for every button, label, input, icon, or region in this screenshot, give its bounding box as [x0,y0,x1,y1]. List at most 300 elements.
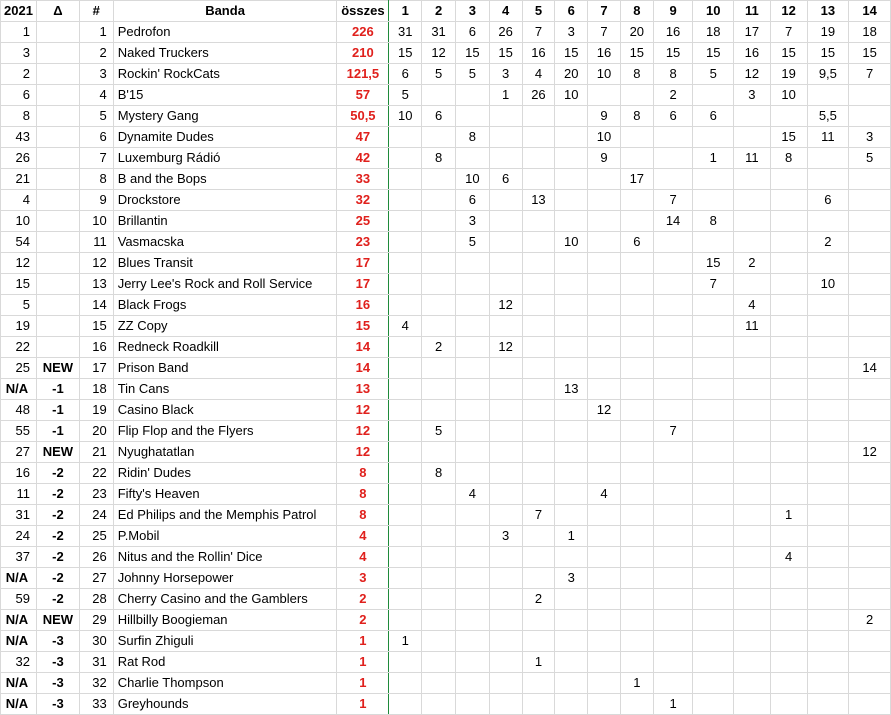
cell-round-score[interactable]: 10 [588,64,621,85]
cell-round-score[interactable] [807,421,849,442]
cell-band-name[interactable]: Brillantin [113,211,337,232]
cell-rank[interactable]: 12 [79,253,113,274]
cell-delta[interactable] [36,85,79,106]
cell-round-score[interactable] [770,694,807,715]
cell-round-score[interactable]: 7 [770,22,807,43]
cell-round-score[interactable] [620,526,653,547]
cell-round-score[interactable] [849,505,891,526]
cell-round-score[interactable]: 31 [389,22,422,43]
cell-round-score[interactable] [653,337,693,358]
cell-round-score[interactable] [422,85,456,106]
cell-round-score[interactable] [653,253,693,274]
cell-round-score[interactable]: 9,5 [807,64,849,85]
cell-2021[interactable]: 37 [1,547,37,568]
cell-round-score[interactable] [389,274,422,295]
cell-round-score[interactable]: 6 [422,106,456,127]
cell-round-score[interactable] [522,337,555,358]
cell-round-score[interactable]: 15 [807,43,849,64]
cell-delta[interactable] [36,106,79,127]
cell-band-name[interactable]: Redneck Roadkill [113,337,337,358]
cell-round-score[interactable] [522,379,555,400]
cell-round-score[interactable]: 13 [522,190,555,211]
cell-round-score[interactable] [422,211,456,232]
cell-2021[interactable]: 5 [1,295,37,316]
cell-round-score[interactable] [522,169,555,190]
cell-band-name[interactable]: Tin Cans [113,379,337,400]
cell-round-score[interactable] [455,694,489,715]
cell-round-score[interactable] [620,211,653,232]
cell-round-score[interactable] [555,295,588,316]
cell-round-score[interactable] [588,379,621,400]
cell-rank[interactable]: 10 [79,211,113,232]
cell-round-score[interactable] [588,358,621,379]
cell-round-score[interactable] [620,400,653,421]
cell-round-score[interactable] [522,358,555,379]
cell-round-score[interactable]: 10 [455,169,489,190]
cell-round-score[interactable] [522,148,555,169]
cell-round-score[interactable] [770,211,807,232]
cell-delta[interactable]: -1 [36,400,79,421]
cell-rank[interactable]: 33 [79,694,113,715]
cell-total[interactable]: 16 [337,295,389,316]
cell-2021[interactable]: 11 [1,484,37,505]
cell-round-score[interactable] [770,232,807,253]
cell-round-score[interactable] [422,358,456,379]
cell-round-score[interactable]: 15 [653,43,693,64]
cell-round-score[interactable] [620,379,653,400]
cell-round-score[interactable] [422,526,456,547]
cell-total[interactable]: 226 [337,22,389,43]
cell-2021[interactable]: N/A [1,694,37,715]
cell-round-score[interactable]: 7 [522,22,555,43]
cell-total[interactable]: 25 [337,211,389,232]
cell-round-score[interactable] [770,589,807,610]
cell-total[interactable]: 210 [337,43,389,64]
cell-total[interactable]: 14 [337,358,389,379]
cell-round-score[interactable]: 7 [522,505,555,526]
cell-total[interactable]: 1 [337,652,389,673]
cell-round-score[interactable] [588,463,621,484]
cell-round-score[interactable]: 3 [489,526,522,547]
cell-round-score[interactable] [849,232,891,253]
cell-round-score[interactable] [588,295,621,316]
cell-round-score[interactable]: 8 [620,64,653,85]
cell-round-score[interactable]: 17 [620,169,653,190]
cell-round-score[interactable] [653,610,693,631]
cell-round-score[interactable] [422,610,456,631]
cell-total[interactable]: 12 [337,400,389,421]
col-header-round[interactable]: 2 [422,1,456,22]
cell-round-score[interactable] [693,421,734,442]
cell-round-score[interactable]: 5,5 [807,106,849,127]
cell-round-score[interactable] [455,148,489,169]
cell-2021[interactable]: 55 [1,421,37,442]
cell-round-score[interactable] [455,274,489,295]
cell-round-score[interactable] [555,631,588,652]
cell-2021[interactable]: 59 [1,589,37,610]
cell-round-score[interactable] [807,379,849,400]
col-header-round[interactable]: 6 [555,1,588,22]
cell-round-score[interactable] [455,505,489,526]
cell-round-score[interactable] [588,610,621,631]
cell-round-score[interactable]: 1 [389,631,422,652]
cell-2021[interactable]: 4 [1,190,37,211]
cell-round-score[interactable] [555,148,588,169]
cell-round-score[interactable] [807,568,849,589]
cell-round-score[interactable] [620,442,653,463]
cell-rank[interactable]: 11 [79,232,113,253]
cell-round-score[interactable] [734,211,771,232]
cell-round-score[interactable] [389,211,422,232]
cell-band-name[interactable]: Rat Rod [113,652,337,673]
cell-round-score[interactable]: 8 [693,211,734,232]
cell-round-score[interactable] [489,442,522,463]
cell-round-score[interactable] [807,85,849,106]
cell-round-score[interactable] [489,379,522,400]
cell-round-score[interactable] [522,484,555,505]
cell-round-score[interactable] [455,610,489,631]
cell-round-score[interactable] [455,673,489,694]
cell-total[interactable]: 2 [337,610,389,631]
cell-round-score[interactable] [734,379,771,400]
cell-round-score[interactable] [522,253,555,274]
cell-round-score[interactable] [693,694,734,715]
col-header-round[interactable]: 8 [620,1,653,22]
cell-round-score[interactable] [455,358,489,379]
cell-round-score[interactable] [489,421,522,442]
cell-total[interactable]: 2 [337,589,389,610]
cell-delta[interactable]: -3 [36,652,79,673]
cell-total[interactable]: 32 [337,190,389,211]
cell-round-score[interactable] [389,589,422,610]
cell-round-score[interactable]: 6 [653,106,693,127]
cell-rank[interactable]: 17 [79,358,113,379]
cell-round-score[interactable] [849,253,891,274]
cell-round-score[interactable] [807,337,849,358]
cell-round-score[interactable] [588,673,621,694]
cell-round-score[interactable] [489,484,522,505]
cell-2021[interactable]: N/A [1,379,37,400]
cell-rank[interactable]: 29 [79,610,113,631]
cell-round-score[interactable] [422,253,456,274]
cell-round-score[interactable] [389,253,422,274]
cell-band-name[interactable]: Nitus and the Rollin' Dice [113,547,337,568]
cell-round-score[interactable] [849,274,891,295]
cell-delta[interactable]: -3 [36,694,79,715]
cell-round-score[interactable]: 14 [653,211,693,232]
cell-2021[interactable]: N/A [1,610,37,631]
cell-round-score[interactable] [588,589,621,610]
cell-round-score[interactable] [489,610,522,631]
cell-round-score[interactable] [770,526,807,547]
cell-total[interactable]: 47 [337,127,389,148]
cell-round-score[interactable] [588,652,621,673]
cell-round-score[interactable] [653,526,693,547]
cell-round-score[interactable] [693,652,734,673]
cell-2021[interactable]: 15 [1,274,37,295]
cell-round-score[interactable] [489,463,522,484]
cell-round-score[interactable] [555,547,588,568]
cell-round-score[interactable] [422,169,456,190]
cell-round-score[interactable]: 1 [693,148,734,169]
cell-rank[interactable]: 31 [79,652,113,673]
cell-round-score[interactable] [588,568,621,589]
cell-round-score[interactable] [522,295,555,316]
cell-round-score[interactable] [422,505,456,526]
cell-round-score[interactable]: 6 [455,190,489,211]
cell-2021[interactable]: 10 [1,211,37,232]
cell-2021[interactable]: N/A [1,568,37,589]
cell-band-name[interactable]: B'15 [113,85,337,106]
cell-2021[interactable]: 1 [1,22,37,43]
cell-round-score[interactable] [693,631,734,652]
cell-band-name[interactable]: Charlie Thompson [113,673,337,694]
cell-round-score[interactable] [620,295,653,316]
cell-rank[interactable]: 6 [79,127,113,148]
cell-delta[interactable]: -2 [36,568,79,589]
cell-round-score[interactable] [422,547,456,568]
cell-round-score[interactable]: 19 [807,22,849,43]
cell-band-name[interactable]: Luxemburg Rádió [113,148,337,169]
cell-round-score[interactable] [389,547,422,568]
cell-round-score[interactable]: 5 [455,232,489,253]
cell-round-score[interactable] [849,211,891,232]
cell-delta[interactable] [36,43,79,64]
cell-round-score[interactable] [807,295,849,316]
cell-round-score[interactable] [807,484,849,505]
cell-round-score[interactable] [734,421,771,442]
cell-round-score[interactable] [770,463,807,484]
cell-round-score[interactable] [653,484,693,505]
cell-round-score[interactable]: 26 [522,85,555,106]
cell-round-score[interactable] [455,85,489,106]
cell-round-score[interactable] [807,610,849,631]
cell-round-score[interactable] [849,484,891,505]
cell-round-score[interactable] [489,694,522,715]
cell-rank[interactable]: 3 [79,64,113,85]
cell-rank[interactable]: 1 [79,22,113,43]
cell-round-score[interactable] [489,127,522,148]
cell-round-score[interactable] [807,673,849,694]
cell-total[interactable]: 1 [337,631,389,652]
cell-round-score[interactable]: 5 [849,148,891,169]
cell-round-score[interactable] [620,505,653,526]
cell-round-score[interactable]: 2 [422,337,456,358]
cell-round-score[interactable]: 5 [455,64,489,85]
cell-round-score[interactable] [620,694,653,715]
cell-round-score[interactable]: 7 [653,190,693,211]
cell-round-score[interactable] [422,127,456,148]
cell-2021[interactable]: 22 [1,337,37,358]
cell-round-score[interactable] [770,442,807,463]
cell-round-score[interactable] [849,694,891,715]
cell-band-name[interactable]: Fifty's Heaven [113,484,337,505]
cell-round-score[interactable]: 12 [849,442,891,463]
cell-round-score[interactable] [734,631,771,652]
cell-round-score[interactable]: 6 [693,106,734,127]
cell-band-name[interactable]: Cherry Casino and the Gamblers [113,589,337,610]
cell-round-score[interactable] [620,652,653,673]
cell-round-score[interactable] [489,652,522,673]
cell-round-score[interactable] [489,190,522,211]
cell-round-score[interactable]: 16 [734,43,771,64]
cell-round-score[interactable] [588,169,621,190]
cell-round-score[interactable] [588,505,621,526]
cell-round-score[interactable] [620,127,653,148]
cell-round-score[interactable] [693,169,734,190]
cell-round-score[interactable]: 1 [555,526,588,547]
cell-round-score[interactable] [522,421,555,442]
cell-round-score[interactable] [422,274,456,295]
cell-round-score[interactable] [734,652,771,673]
cell-round-score[interactable]: 7 [653,421,693,442]
cell-rank[interactable]: 23 [79,484,113,505]
cell-round-score[interactable] [770,400,807,421]
cell-round-score[interactable] [807,442,849,463]
cell-total[interactable]: 4 [337,547,389,568]
cell-round-score[interactable] [807,631,849,652]
cell-round-score[interactable] [620,568,653,589]
cell-round-score[interactable] [620,337,653,358]
col-header-round[interactable]: 14 [849,1,891,22]
cell-round-score[interactable] [770,169,807,190]
cell-round-score[interactable] [653,652,693,673]
cell-round-score[interactable] [389,526,422,547]
cell-round-score[interactable] [389,190,422,211]
col-header-total[interactable]: összes [337,1,389,22]
cell-round-score[interactable] [555,274,588,295]
cell-round-score[interactable] [389,379,422,400]
cell-round-score[interactable] [455,589,489,610]
cell-round-score[interactable]: 7 [693,274,734,295]
cell-rank[interactable]: 15 [79,316,113,337]
cell-2021[interactable]: N/A [1,673,37,694]
cell-round-score[interactable] [734,463,771,484]
cell-round-score[interactable] [389,421,422,442]
cell-round-score[interactable] [588,253,621,274]
cell-band-name[interactable]: Nyughatatlan [113,442,337,463]
cell-round-score[interactable]: 16 [588,43,621,64]
cell-round-score[interactable] [555,589,588,610]
cell-round-score[interactable] [620,631,653,652]
cell-band-name[interactable]: Mystery Gang [113,106,337,127]
cell-round-score[interactable] [588,547,621,568]
cell-round-score[interactable] [849,106,891,127]
cell-rank[interactable]: 18 [79,379,113,400]
cell-rank[interactable]: 19 [79,400,113,421]
cell-round-score[interactable]: 15 [770,127,807,148]
cell-round-score[interactable] [588,274,621,295]
cell-band-name[interactable]: Drockstore [113,190,337,211]
cell-round-score[interactable] [653,442,693,463]
cell-round-score[interactable] [620,610,653,631]
cell-round-score[interactable] [555,400,588,421]
cell-rank[interactable]: 7 [79,148,113,169]
cell-round-score[interactable] [422,190,456,211]
cell-round-score[interactable] [489,316,522,337]
cell-band-name[interactable]: Greyhounds [113,694,337,715]
cell-round-score[interactable] [770,274,807,295]
cell-round-score[interactable] [653,547,693,568]
cell-round-score[interactable]: 15 [489,43,522,64]
cell-round-score[interactable] [620,421,653,442]
cell-round-score[interactable] [653,127,693,148]
cell-round-score[interactable] [588,337,621,358]
cell-round-score[interactable] [693,547,734,568]
cell-rank[interactable]: 13 [79,274,113,295]
cell-round-score[interactable] [522,694,555,715]
cell-total[interactable]: 8 [337,505,389,526]
cell-round-score[interactable] [489,232,522,253]
cell-rank[interactable]: 32 [79,673,113,694]
cell-rank[interactable]: 28 [79,589,113,610]
cell-rank[interactable]: 5 [79,106,113,127]
cell-round-score[interactable] [555,169,588,190]
cell-delta[interactable]: -2 [36,505,79,526]
cell-round-score[interactable] [770,631,807,652]
cell-round-score[interactable] [653,631,693,652]
cell-round-score[interactable]: 8 [422,463,456,484]
cell-round-score[interactable] [849,379,891,400]
cell-round-score[interactable] [653,568,693,589]
cell-round-score[interactable] [807,463,849,484]
cell-round-score[interactable] [653,274,693,295]
cell-round-score[interactable] [455,547,489,568]
cell-round-score[interactable] [389,337,422,358]
cell-round-score[interactable] [653,148,693,169]
cell-round-score[interactable] [693,85,734,106]
cell-round-score[interactable]: 2 [849,610,891,631]
cell-round-score[interactable] [849,547,891,568]
cell-round-score[interactable] [693,337,734,358]
cell-round-score[interactable] [522,316,555,337]
cell-round-score[interactable] [555,421,588,442]
cell-round-score[interactable]: 6 [389,64,422,85]
cell-round-score[interactable] [555,211,588,232]
cell-round-score[interactable] [734,589,771,610]
cell-round-score[interactable] [693,295,734,316]
cell-round-score[interactable] [620,253,653,274]
cell-round-score[interactable] [389,694,422,715]
cell-round-score[interactable] [455,400,489,421]
cell-rank[interactable]: 27 [79,568,113,589]
cell-round-score[interactable]: 16 [653,22,693,43]
cell-round-score[interactable] [734,547,771,568]
cell-round-score[interactable] [734,358,771,379]
cell-round-score[interactable] [734,484,771,505]
cell-band-name[interactable]: Johnny Horsepower [113,568,337,589]
cell-round-score[interactable]: 15 [693,253,734,274]
cell-round-score[interactable] [389,484,422,505]
cell-round-score[interactable] [522,106,555,127]
cell-round-score[interactable]: 26 [489,22,522,43]
cell-round-score[interactable] [693,442,734,463]
cell-round-score[interactable] [489,148,522,169]
cell-round-score[interactable] [455,631,489,652]
cell-round-score[interactable] [555,127,588,148]
cell-round-score[interactable] [849,568,891,589]
cell-round-score[interactable]: 18 [849,22,891,43]
cell-round-score[interactable]: 15 [455,43,489,64]
cell-round-score[interactable] [555,253,588,274]
cell-round-score[interactable]: 2 [653,85,693,106]
cell-round-score[interactable]: 12 [489,295,522,316]
cell-round-score[interactable] [849,337,891,358]
cell-round-score[interactable] [807,211,849,232]
cell-2021[interactable]: 25 [1,358,37,379]
cell-round-score[interactable]: 16 [522,43,555,64]
cell-round-score[interactable] [555,463,588,484]
